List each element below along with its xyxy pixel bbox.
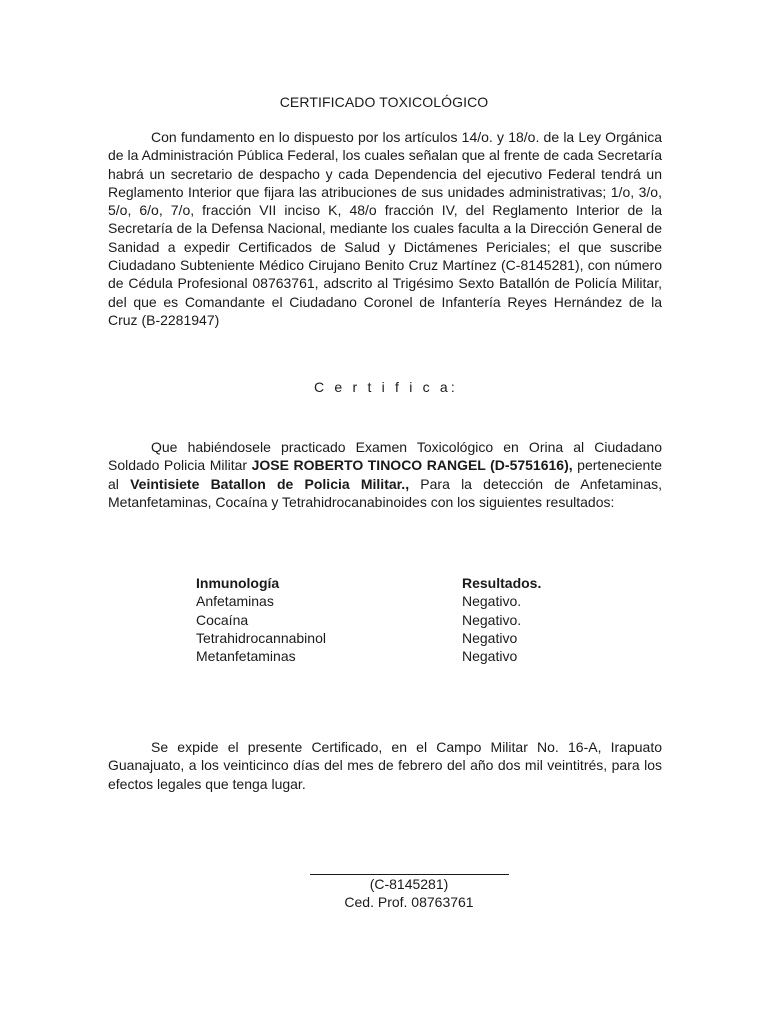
results-row xyxy=(196,592,596,610)
results-test: Anfetaminas xyxy=(196,593,274,610)
results-test: Metanfetaminas xyxy=(196,648,296,665)
results-row xyxy=(196,629,596,647)
results-value: Negativo. xyxy=(462,611,522,628)
signature-line xyxy=(310,860,509,875)
results-value: Negativo xyxy=(462,629,518,646)
document-title: CERTIFICADO TOXICOLÓGICO xyxy=(279,94,489,110)
results-header-result: Resultados. xyxy=(462,575,542,591)
intro-paragraph: Con fundamento en lo dispuesto por los artículos 14/o. y 18/o. de la Ley Orgánica de la Administración Pública Federal, los cuales señalan que al frente de cada Secretaría habrá un secretario de despacho y cada Dependencia del ejecutivo Federal tendrá un Reglamento Interior que fijara las atribuciones de sus unidades administrativas; 1/o, 3/o, 5/o, 6/o, 7/o, fracción VII inciso K, 48/o fracción IV, del Reglamento Interior de la Secretaría de la Defensa Nacional, mediante los cuales faculta a la Dirección General de Sanidad a expedir Certificados de Salud y Dictámenes Periciales; el que suscribe Ciudadano Subteniente Médico Cirujano Benito Cruz Martínez (C-8145281), con número de Cédula Profesional 08763761, adscrito al Trigésimo Sexto Batallón de Policía Militar, del que es Comandante el Ciudadano Coronel de Infantería Reyes Hernández de la Cruz (B-2281947) xyxy=(108,129,662,328)
certifica-heading: C e r t i f i c a: xyxy=(314,379,458,395)
exam-text-part2: perteneciente al xyxy=(108,457,663,492)
signature-block xyxy=(0,860,768,911)
results-header-row xyxy=(196,574,596,592)
results-test: Cocaína xyxy=(196,611,249,628)
closing-paragraph: Se expide el presente Certificado, en el Campo Militar No. 16-A, Irapuato Guanajuato, a los veinticinco días del mes de febrero del año dos mil veintitrés, para los efectos legales que tenga lugar. xyxy=(108,739,662,792)
results-row xyxy=(196,611,596,629)
results-value: Negativo xyxy=(462,648,518,665)
results-value: Negativo. xyxy=(462,593,522,610)
exam-text-part3: Para la detección de Anfetaminas, Metanfetaminas, Cocaína y Tetrahidrocanabinoides con los siguientes resultados: xyxy=(108,475,662,510)
exam-paragraph xyxy=(108,438,662,511)
patient-unit: Veintisiete Batallon de Policia Militar., xyxy=(130,475,410,492)
results-header-test: Inmunología xyxy=(196,575,280,591)
results-table xyxy=(196,574,596,665)
patient-name: JOSE ROBERTO TINOCO RANGEL (D-5751616), xyxy=(251,457,573,474)
results-row xyxy=(196,647,596,665)
signature-cedula: Ced. Prof. 08763761 xyxy=(344,894,474,910)
signature-id: (C-8145281) xyxy=(369,876,449,892)
exam-text-part1: Que habiéndosele practicado Examen Toxicológico en Orina al Ciudadano Soldado Policia Militar xyxy=(108,439,662,474)
results-test: Tetrahidrocannabinol xyxy=(196,629,326,646)
